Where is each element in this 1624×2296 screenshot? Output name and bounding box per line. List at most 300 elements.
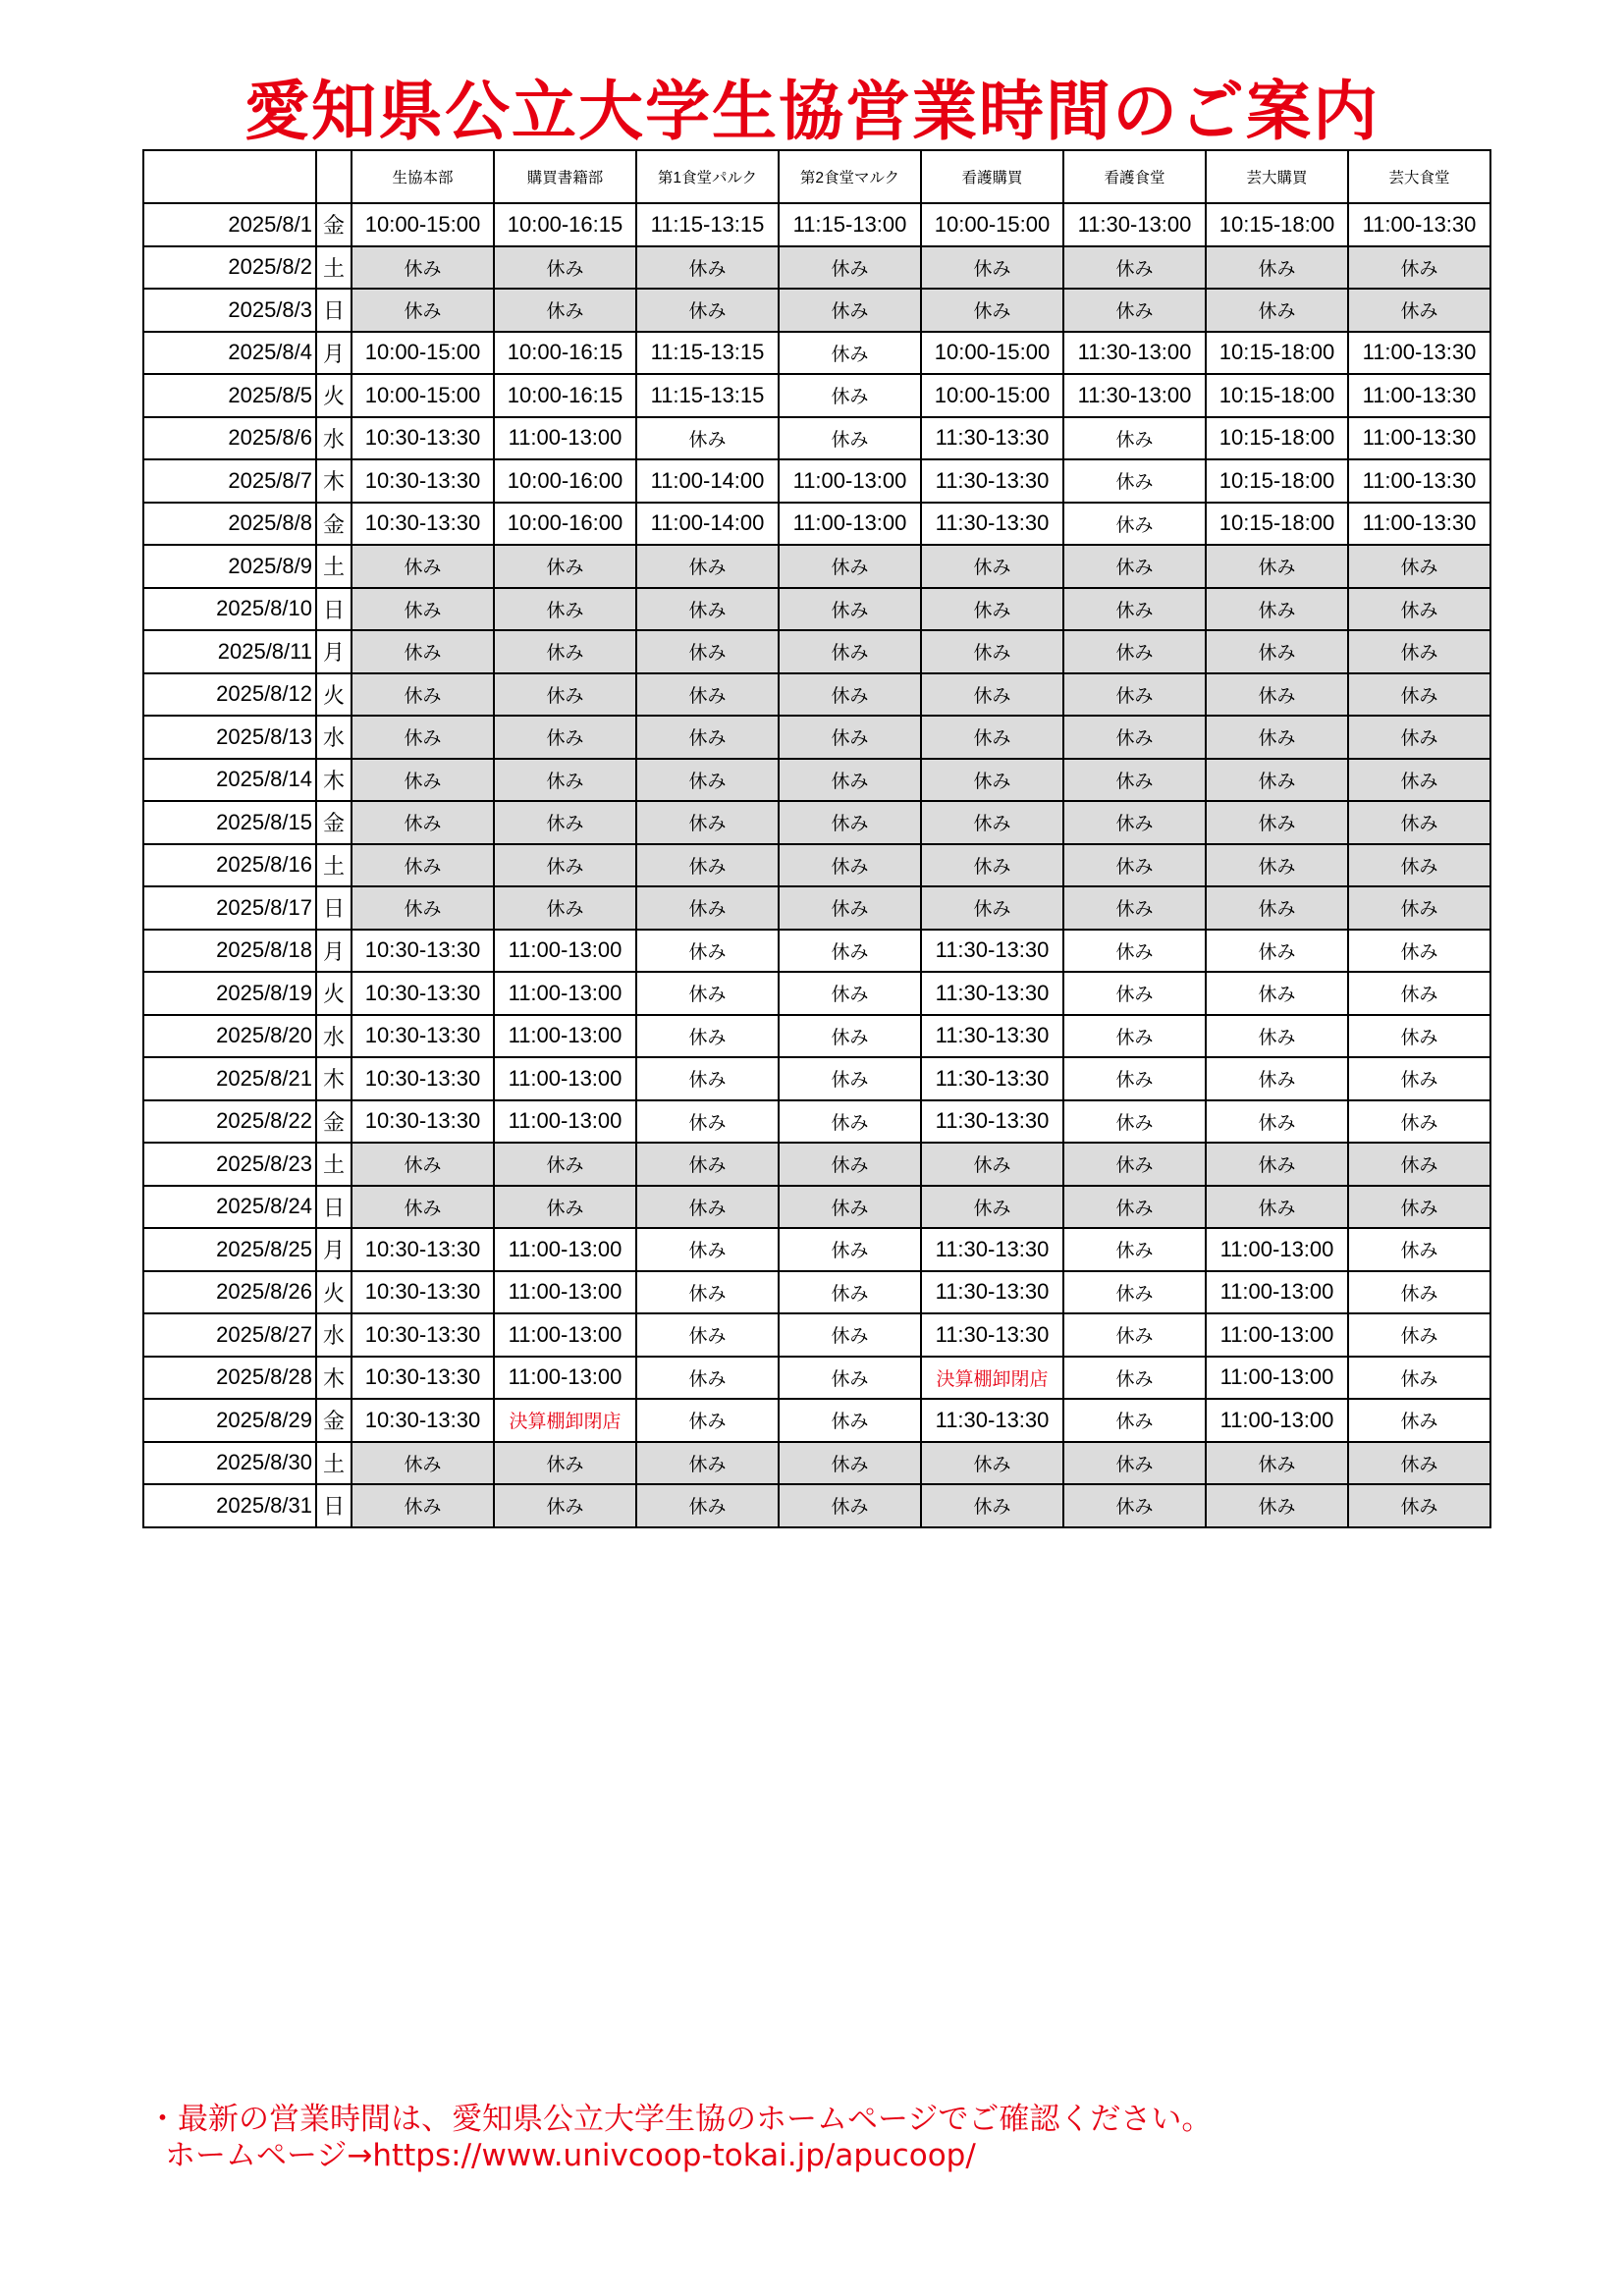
- hours-cell: 11:00-13:30: [1348, 417, 1490, 460]
- hours-cell: 10:30-13:30: [352, 1357, 494, 1400]
- hours-cell: 休み: [779, 1357, 921, 1400]
- weekday-cell: 金: [316, 203, 352, 246]
- hours-cell: 11:00-14:00: [636, 503, 779, 546]
- hours-cell: 休み: [779, 1228, 921, 1271]
- date-cell: 2025/8/1: [143, 203, 316, 246]
- hours-cell: 10:30-13:30: [352, 1057, 494, 1100]
- weekday-cell: 金: [316, 1399, 352, 1442]
- hours-cell: 11:30-13:30: [921, 1228, 1063, 1271]
- hours-cell: 休み: [1063, 1015, 1206, 1058]
- table-row: [143, 673, 1490, 717]
- hours-cell: 休み: [636, 673, 779, 717]
- footer-note: [147, 2102, 1212, 2174]
- hours-cell: 休み: [636, 759, 779, 802]
- hours-cell: 休み: [1063, 801, 1206, 844]
- date-cell: 2025/8/29: [143, 1399, 316, 1442]
- table-row: [143, 545, 1490, 588]
- table-row: [143, 844, 1490, 887]
- hours-cell: 11:00-13:00: [1206, 1399, 1348, 1442]
- hours-cell: 11:00-13:00: [494, 1015, 636, 1058]
- weekday-cell: 月: [316, 332, 352, 375]
- hours-cell: 休み: [636, 1442, 779, 1485]
- weekday-cell: 木: [316, 459, 352, 503]
- table-row: [143, 289, 1490, 332]
- weekday-cell: 金: [316, 1100, 352, 1144]
- hours-cell: 10:15-18:00: [1206, 203, 1348, 246]
- hours-cell: 休み: [1063, 1186, 1206, 1229]
- date-cell: 2025/8/13: [143, 716, 316, 759]
- hours-cell: 休み: [352, 716, 494, 759]
- hours-cell: 休み: [636, 1228, 779, 1271]
- hours-cell: 休み: [494, 673, 636, 717]
- hours-cell: 10:30-13:30: [352, 1271, 494, 1314]
- hours-cell: 休み: [1206, 759, 1348, 802]
- hours-cell: 休み: [636, 588, 779, 631]
- hours-cell: 休み: [779, 886, 921, 930]
- hours-cell: 11:30-13:00: [1063, 374, 1206, 417]
- weekday-cell: 火: [316, 1271, 352, 1314]
- hours-cell: 休み: [352, 545, 494, 588]
- hours-cell: 11:00-13:00: [494, 1100, 636, 1144]
- hours-cell: 休み: [779, 1484, 921, 1527]
- hours-cell: 休み: [1348, 1100, 1490, 1144]
- hours-cell: 休み: [1063, 1357, 1206, 1400]
- hours-cell: 休み: [1063, 459, 1206, 503]
- hours-cell: 休み: [1348, 1015, 1490, 1058]
- table-row: [143, 1228, 1490, 1271]
- hours-cell: 10:15-18:00: [1206, 417, 1348, 460]
- hours-cell: 休み: [636, 1186, 779, 1229]
- table-row: [143, 972, 1490, 1015]
- hours-cell: 11:30-13:00: [1063, 203, 1206, 246]
- hours-cell: 休み: [1063, 588, 1206, 631]
- hours-cell: 休み: [494, 588, 636, 631]
- table-row: [143, 1271, 1490, 1314]
- hours-cell: 11:00-13:00: [494, 930, 636, 973]
- table-row: [143, 1143, 1490, 1186]
- hours-cell: 休み: [1348, 1143, 1490, 1186]
- hours-cell: 11:00-14:00: [636, 459, 779, 503]
- hours-cell: 休み: [779, 588, 921, 631]
- weekday-cell: 水: [316, 1015, 352, 1058]
- hours-cell: 10:30-13:30: [352, 417, 494, 460]
- hours-cell: 休み: [494, 1442, 636, 1485]
- date-cell: 2025/8/14: [143, 759, 316, 802]
- hours-cell: 休み: [636, 1057, 779, 1100]
- hours-cell: 休み: [636, 545, 779, 588]
- date-cell: 2025/8/17: [143, 886, 316, 930]
- hours-cell: 11:00-13:30: [1348, 503, 1490, 546]
- date-cell: 2025/8/19: [143, 972, 316, 1015]
- date-cell: 2025/8/8: [143, 503, 316, 546]
- column-header: 芸大食堂: [1348, 150, 1490, 203]
- date-cell: 2025/8/24: [143, 1186, 316, 1229]
- hours-cell: 休み: [1063, 1100, 1206, 1144]
- column-header: 看護食堂: [1063, 150, 1206, 203]
- table-row: [143, 716, 1490, 759]
- hours-cell: 休み: [352, 1143, 494, 1186]
- date-cell: 2025/8/21: [143, 1057, 316, 1100]
- hours-cell: 11:00-13:00: [1206, 1271, 1348, 1314]
- hours-cell: 休み: [1348, 1399, 1490, 1442]
- hours-cell: 休み: [1348, 1186, 1490, 1229]
- table-row: [143, 332, 1490, 375]
- hours-cell: 11:00-13:00: [494, 972, 636, 1015]
- hours-cell: 11:00-13:00: [494, 1357, 636, 1400]
- weekday-cell: 日: [316, 886, 352, 930]
- table-row: [143, 1313, 1490, 1357]
- hours-cell: 休み: [921, 759, 1063, 802]
- hours-cell: 休み: [779, 759, 921, 802]
- hours-cell: 休み: [636, 289, 779, 332]
- weekday-cell: 金: [316, 801, 352, 844]
- table-row: [143, 503, 1490, 546]
- hours-cell: 休み: [779, 332, 921, 375]
- hours-cell: 休み: [779, 930, 921, 973]
- hours-cell: 休み: [636, 886, 779, 930]
- date-cell: 2025/8/15: [143, 801, 316, 844]
- hours-cell: 休み: [921, 1143, 1063, 1186]
- column-header: 生協本部: [352, 150, 494, 203]
- hours-cell: 休み: [1063, 972, 1206, 1015]
- table-body: [143, 203, 1490, 1527]
- weekday-cell: 日: [316, 1186, 352, 1229]
- hours-cell: 休み: [352, 588, 494, 631]
- date-cell: 2025/8/30: [143, 1442, 316, 1485]
- hours-cell: 休み: [636, 630, 779, 673]
- hours-cell: 10:00-15:00: [921, 203, 1063, 246]
- hours-cell: 休み: [636, 1271, 779, 1314]
- hours-cell: 休み: [1063, 886, 1206, 930]
- table-row: [143, 759, 1490, 802]
- table-row: [143, 1442, 1490, 1485]
- hours-cell: 休み: [1348, 1357, 1490, 1400]
- date-cell: 2025/8/16: [143, 844, 316, 887]
- hours-cell: 休み: [779, 1271, 921, 1314]
- hours-cell: 11:00-13:00: [1206, 1357, 1348, 1400]
- table-row: [143, 1100, 1490, 1144]
- hours-cell: 11:30-13:30: [921, 459, 1063, 503]
- date-cell: 2025/8/23: [143, 1143, 316, 1186]
- hours-cell: 10:30-13:30: [352, 459, 494, 503]
- hours-cell: 決算棚卸閉店: [494, 1399, 636, 1442]
- hours-cell: 休み: [779, 1057, 921, 1100]
- hours-cell: 休み: [1348, 1271, 1490, 1314]
- hours-cell: 休み: [352, 844, 494, 887]
- hours-cell: 10:15-18:00: [1206, 332, 1348, 375]
- date-cell: 2025/8/2: [143, 246, 316, 290]
- hours-cell: 休み: [494, 630, 636, 673]
- hours-cell: 休み: [636, 716, 779, 759]
- date-cell: 2025/8/11: [143, 630, 316, 673]
- hours-cell: 休み: [636, 1313, 779, 1357]
- header-row: [143, 150, 1490, 203]
- hours-cell: 休み: [1348, 1313, 1490, 1357]
- hours-cell: 休み: [779, 1399, 921, 1442]
- hours-cell: 10:30-13:30: [352, 972, 494, 1015]
- hours-cell: 休み: [779, 417, 921, 460]
- hours-cell: 11:00-13:00: [1206, 1228, 1348, 1271]
- date-cell: 2025/8/25: [143, 1228, 316, 1271]
- hours-cell: 休み: [1206, 716, 1348, 759]
- hours-cell: 10:00-16:15: [494, 203, 636, 246]
- weekday-cell: 日: [316, 588, 352, 631]
- hours-cell: 休み: [921, 545, 1063, 588]
- hours-cell: 休み: [1063, 1313, 1206, 1357]
- hours-cell: 10:00-15:00: [352, 203, 494, 246]
- hours-cell: 休み: [636, 1399, 779, 1442]
- weekday-cell: 金: [316, 503, 352, 546]
- hours-cell: 休み: [921, 630, 1063, 673]
- hours-cell: 休み: [779, 972, 921, 1015]
- weekday-cell: 火: [316, 673, 352, 717]
- hours-cell: 休み: [636, 1015, 779, 1058]
- column-header: 第1食堂パルク: [636, 150, 779, 203]
- hours-cell: 10:15-18:00: [1206, 374, 1348, 417]
- hours-cell: 休み: [921, 886, 1063, 930]
- hours-cell: 11:15-13:00: [779, 203, 921, 246]
- hours-cell: 休み: [1206, 289, 1348, 332]
- date-cell: 2025/8/3: [143, 289, 316, 332]
- weekday-cell: 木: [316, 1057, 352, 1100]
- date-cell: 2025/8/4: [143, 332, 316, 375]
- hours-cell: 10:00-16:15: [494, 374, 636, 417]
- hours-cell: 休み: [779, 246, 921, 290]
- hours-cell: 休み: [779, 1186, 921, 1229]
- hours-cell: 休み: [1348, 673, 1490, 717]
- hours-cell: 休み: [779, 844, 921, 887]
- table-row: [143, 374, 1490, 417]
- hours-cell: 休み: [1348, 972, 1490, 1015]
- hours-cell: 休み: [779, 1100, 921, 1144]
- hours-cell: 11:30-13:00: [1063, 332, 1206, 375]
- hours-cell: 11:00-13:00: [779, 459, 921, 503]
- date-cell: 2025/8/12: [143, 673, 316, 717]
- hours-cell: 11:30-13:30: [921, 1015, 1063, 1058]
- hours-cell: 休み: [352, 886, 494, 930]
- hours-cell: 休み: [1206, 1100, 1348, 1144]
- hours-cell: 休み: [1206, 886, 1348, 930]
- hours-cell: 11:15-13:15: [636, 374, 779, 417]
- hours-cell: 休み: [1063, 1484, 1206, 1527]
- hours-cell: 11:00-13:00: [494, 1228, 636, 1271]
- hours-cell: 休み: [1348, 1057, 1490, 1100]
- table-row: [143, 801, 1490, 844]
- hours-cell: 休み: [921, 801, 1063, 844]
- hours-cell: 休み: [494, 801, 636, 844]
- hours-cell: 休み: [494, 545, 636, 588]
- hours-cell: 10:00-15:00: [921, 332, 1063, 375]
- hours-cell: 休み: [921, 716, 1063, 759]
- hours-cell: 休み: [1348, 630, 1490, 673]
- table-row: [143, 1484, 1490, 1527]
- date-cell: 2025/8/27: [143, 1313, 316, 1357]
- hours-cell: 休み: [779, 1313, 921, 1357]
- hours-cell: 休み: [352, 1442, 494, 1485]
- date-cell: 2025/8/7: [143, 459, 316, 503]
- header-weekday: [316, 150, 352, 203]
- date-cell: 2025/8/31: [143, 1484, 316, 1527]
- hours-cell: 休み: [494, 1186, 636, 1229]
- weekday-cell: 火: [316, 374, 352, 417]
- hours-cell: 休み: [1348, 930, 1490, 973]
- table-row: [143, 1357, 1490, 1400]
- weekday-cell: 土: [316, 1442, 352, 1485]
- hours-cell: 休み: [1206, 1484, 1348, 1527]
- table-row: [143, 1015, 1490, 1058]
- hours-cell: 10:30-13:30: [352, 503, 494, 546]
- date-cell: 2025/8/10: [143, 588, 316, 631]
- hours-cell: 11:30-13:30: [921, 1271, 1063, 1314]
- hours-cell: 11:00-13:30: [1348, 332, 1490, 375]
- hours-cell: 休み: [494, 716, 636, 759]
- date-cell: 2025/8/20: [143, 1015, 316, 1058]
- hours-cell: 11:30-13:30: [921, 1399, 1063, 1442]
- hours-cell: 休み: [921, 1442, 1063, 1485]
- hours-cell: 休み: [636, 417, 779, 460]
- hours-cell: 休み: [1063, 289, 1206, 332]
- hours-cell: 休み: [1206, 930, 1348, 973]
- hours-cell: 休み: [1063, 673, 1206, 717]
- hours-cell: 休み: [1348, 289, 1490, 332]
- hours-cell: 休み: [352, 673, 494, 717]
- hours-cell: 休み: [1063, 503, 1206, 546]
- hours-cell: 休み: [494, 844, 636, 887]
- hours-cell: 11:00-13:30: [1348, 374, 1490, 417]
- table-row: [143, 630, 1490, 673]
- hours-cell: 休み: [352, 801, 494, 844]
- hours-cell: 休み: [779, 289, 921, 332]
- weekday-cell: 月: [316, 1228, 352, 1271]
- hours-cell: 休み: [494, 289, 636, 332]
- weekday-cell: 木: [316, 1357, 352, 1400]
- hours-cell: 休み: [494, 1143, 636, 1186]
- hours-cell: 休み: [1348, 588, 1490, 631]
- hours-cell: 休み: [494, 886, 636, 930]
- hours-cell: 休み: [1206, 801, 1348, 844]
- hours-cell: 10:15-18:00: [1206, 503, 1348, 546]
- hours-cell: 休み: [1348, 759, 1490, 802]
- hours-cell: 休み: [921, 1484, 1063, 1527]
- hours-cell: 休み: [1063, 630, 1206, 673]
- hours-cell: 休み: [779, 1015, 921, 1058]
- hours-cell: 休み: [1206, 246, 1348, 290]
- weekday-cell: 土: [316, 545, 352, 588]
- weekday-cell: 月: [316, 630, 352, 673]
- hours-cell: 休み: [1063, 759, 1206, 802]
- hours-cell: 11:30-13:30: [921, 1100, 1063, 1144]
- hours-cell: 11:00-13:00: [1206, 1313, 1348, 1357]
- hours-cell: 休み: [1206, 588, 1348, 631]
- hours-cell: 休み: [1063, 246, 1206, 290]
- hours-cell: 11:30-13:30: [921, 1057, 1063, 1100]
- date-cell: 2025/8/28: [143, 1357, 316, 1400]
- hours-cell: 休み: [921, 673, 1063, 717]
- date-cell: 2025/8/18: [143, 930, 316, 973]
- hours-cell: 休み: [494, 1484, 636, 1527]
- weekday-cell: 水: [316, 417, 352, 460]
- hours-cell: 休み: [921, 289, 1063, 332]
- hours-cell: 11:00-13:30: [1348, 459, 1490, 503]
- hours-cell: 休み: [636, 972, 779, 1015]
- hours-cell: 休み: [1348, 716, 1490, 759]
- hours-cell: 休み: [1206, 1186, 1348, 1229]
- table-row: [143, 203, 1490, 246]
- hours-cell: 休み: [636, 1484, 779, 1527]
- hours-cell: 10:00-16:00: [494, 459, 636, 503]
- hours-cell: 11:30-13:30: [921, 417, 1063, 460]
- hours-cell: 休み: [1206, 1442, 1348, 1485]
- hours-cell: 休み: [636, 1143, 779, 1186]
- hours-cell: 10:00-16:15: [494, 332, 636, 375]
- hours-cell: 休み: [352, 1484, 494, 1527]
- hours-cell: 10:00-16:00: [494, 503, 636, 546]
- weekday-cell: 土: [316, 844, 352, 887]
- hours-cell: 休み: [921, 1186, 1063, 1229]
- hours-cell: 11:30-13:30: [921, 1313, 1063, 1357]
- weekday-cell: 土: [316, 1143, 352, 1186]
- hours-cell: 休み: [352, 246, 494, 290]
- hours-cell: 10:00-15:00: [352, 332, 494, 375]
- hours-cell: 休み: [1063, 1057, 1206, 1100]
- note-url-line: ホームページ→https://www.univcoop-tokai.jp/apucoop/: [165, 2138, 976, 2173]
- hours-cell: 休み: [921, 246, 1063, 290]
- hours-cell: 休み: [636, 1100, 779, 1144]
- hours-cell: 休み: [779, 716, 921, 759]
- hours-cell: 10:00-15:00: [921, 374, 1063, 417]
- weekday-cell: 水: [316, 1313, 352, 1357]
- hours-cell: 休み: [636, 844, 779, 887]
- hours-cell: 休み: [779, 801, 921, 844]
- column-header: 芸大購買: [1206, 150, 1348, 203]
- hours-cell: 11:15-13:15: [636, 203, 779, 246]
- hours-cell: 休み: [1063, 545, 1206, 588]
- header-date: [143, 150, 316, 203]
- column-header: 第2食堂マルク: [779, 150, 921, 203]
- hours-cell: 休み: [1063, 1399, 1206, 1442]
- date-cell: 2025/8/6: [143, 417, 316, 460]
- hours-cell: 11:15-13:15: [636, 332, 779, 375]
- hours-cell: 休み: [636, 1357, 779, 1400]
- hours-cell: 休み: [1063, 417, 1206, 460]
- hours-cell: 休み: [352, 1186, 494, 1229]
- hours-cell: 11:00-13:00: [494, 417, 636, 460]
- hours-cell: 休み: [1206, 1143, 1348, 1186]
- weekday-cell: 水: [316, 716, 352, 759]
- weekday-cell: 木: [316, 759, 352, 802]
- hours-cell: 休み: [1206, 972, 1348, 1015]
- hours-cell: 休み: [1348, 1228, 1490, 1271]
- hours-cell: 休み: [1206, 545, 1348, 588]
- hours-cell: 休み: [494, 246, 636, 290]
- table-row: [143, 588, 1490, 631]
- page-title: 愛知県公立大学生協営業時間のご案内: [244, 74, 1380, 149]
- hours-cell: 休み: [352, 759, 494, 802]
- hours-cell: 休み: [352, 289, 494, 332]
- hours-cell: 休み: [921, 588, 1063, 631]
- table-row: [143, 1399, 1490, 1442]
- table-row: [143, 930, 1490, 973]
- column-header: 購買書籍部: [494, 150, 636, 203]
- hours-cell: 休み: [1206, 630, 1348, 673]
- hours-cell: 休み: [1348, 1442, 1490, 1485]
- hours-cell: 10:30-13:30: [352, 1399, 494, 1442]
- date-cell: 2025/8/22: [143, 1100, 316, 1144]
- hours-cell: 休み: [1348, 801, 1490, 844]
- table-row: [143, 886, 1490, 930]
- hours-cell: 休み: [636, 930, 779, 973]
- weekday-cell: 月: [316, 930, 352, 973]
